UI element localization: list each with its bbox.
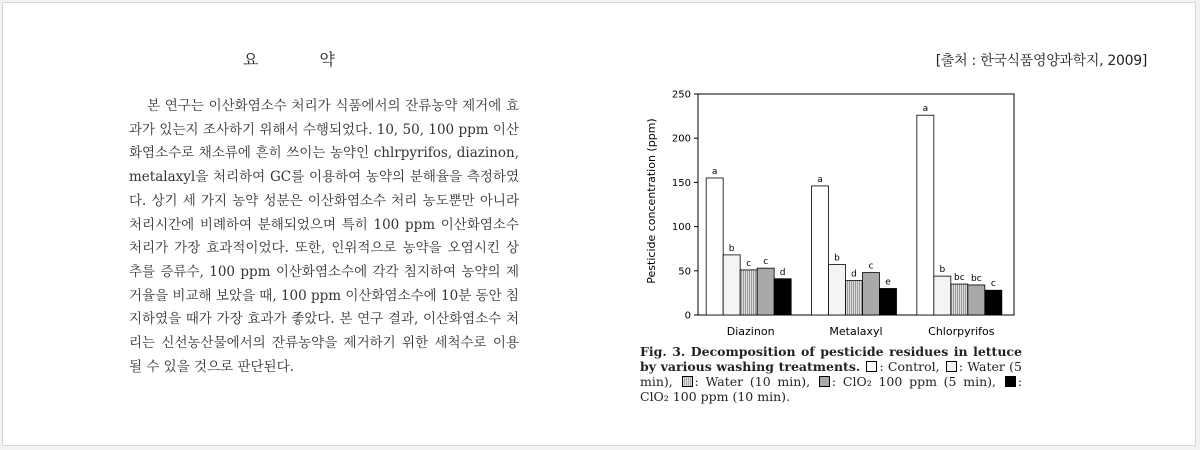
bar [774, 279, 791, 315]
caption-water5: : Water (5 min), [640, 359, 1022, 389]
x-tick-label: Chlorpyrifos [928, 325, 995, 337]
y-tick-label: 200 [671, 133, 691, 145]
bar [863, 273, 880, 315]
bar [880, 288, 897, 315]
y-tick-label: 250 [671, 89, 691, 101]
bar [934, 276, 951, 315]
data-label: d [851, 269, 857, 280]
y-tick-label: 100 [671, 222, 691, 234]
water5-swatch-icon [946, 361, 957, 372]
bar [812, 186, 829, 315]
x-tick-label: Diazinon [726, 325, 775, 337]
y-tick-label: 150 [671, 177, 691, 189]
data-label: c [763, 257, 769, 268]
data-label: a [817, 174, 823, 185]
abstract-paragraph: 본 연구는 이산화염소수 처리가 식품에서의 잔류농약 제거에 효과가 있는지 조사하기 위해서 수행되었다. 10, 50, 100 ppm 이산화염소수로 채소류에 흔히 쓰이는 농약인 chlrpyrifos, diazinon, metalaxyl을 처리하여 GC를 이용하여 농약의 분해율을 측정하였다. 상기 세 가지 농약 성분은 이산화염소수 처리 농도뿐만 아니라 처리시간에 비례하여 분해되었으며 특히 100 ppm 이산화염소수 처리가 가장 효과적이었다. 또한, 인위적으로 농약을 오염시킨 상추를 증류수, 100 ppm 이산화염소수에 각각 침지하여 농약의 제거율을 비교해 보았을 때, 100 ppm 이산화염소수에 10분 동안 침지하였을 때가 가장 효과가 좋았다. 본 연구 결과, 이산화염소수 처리는 신선농산물에서의 잔류농약을 제거하기 위한 세척수로 이용될 수 있을 것으로 판단된다. [129, 98, 519, 375]
data-label: e [885, 277, 891, 288]
caption-title: Fig. 3. Decomposition of pesticide residues in lettuce by various washing treatments. [640, 344, 1022, 374]
bar [968, 285, 985, 315]
abstract-body [129, 95, 519, 379]
data-label: bc [970, 273, 982, 284]
bar [917, 115, 934, 315]
data-label: b [728, 243, 735, 254]
bar [723, 255, 740, 315]
figure-caption [640, 344, 1022, 404]
data-label: a [922, 104, 929, 115]
y-tick-label: 0 [684, 310, 691, 322]
caption-water10: : Water (10 min), [694, 374, 811, 389]
data-label: c [868, 261, 874, 272]
bar [846, 281, 863, 315]
y-tick-label: 50 [678, 266, 691, 278]
data-label: c [990, 279, 996, 290]
bar [757, 268, 774, 315]
data-label: bc [953, 273, 965, 284]
y-axis-label: Pesticide concentration (ppm) [645, 118, 658, 284]
bar-series [706, 104, 1002, 315]
water10-swatch-icon [682, 376, 693, 387]
data-label: b [834, 253, 840, 264]
clo2-5-swatch-icon [819, 376, 830, 387]
x-tick-label: Metalaxyl [829, 325, 883, 337]
abstract-title: 요 약 [243, 50, 363, 69]
caption-clo2-10: : ClO₂ 100 ppm (10 min). [640, 374, 1023, 404]
bar [829, 265, 846, 315]
bar [740, 270, 757, 315]
source-citation: [출처 : 한국식품영양과학지, 2009] [935, 53, 1147, 69]
x-axis [727, 325, 995, 337]
data-label: c [746, 258, 752, 269]
caption-control: : Control, [879, 359, 940, 374]
bar [951, 284, 968, 315]
page [2, 2, 1196, 446]
control-swatch-icon [866, 361, 877, 372]
bar [985, 290, 1002, 315]
data-label: d [779, 267, 786, 278]
bar [706, 178, 723, 315]
caption-clo2-5: : ClO₂ 100 ppm (5 min), [831, 374, 997, 389]
clo2-10-swatch-icon [1005, 376, 1016, 387]
data-label: b [939, 265, 946, 276]
data-label: a [711, 166, 718, 177]
bar-chart [639, 87, 1029, 337]
